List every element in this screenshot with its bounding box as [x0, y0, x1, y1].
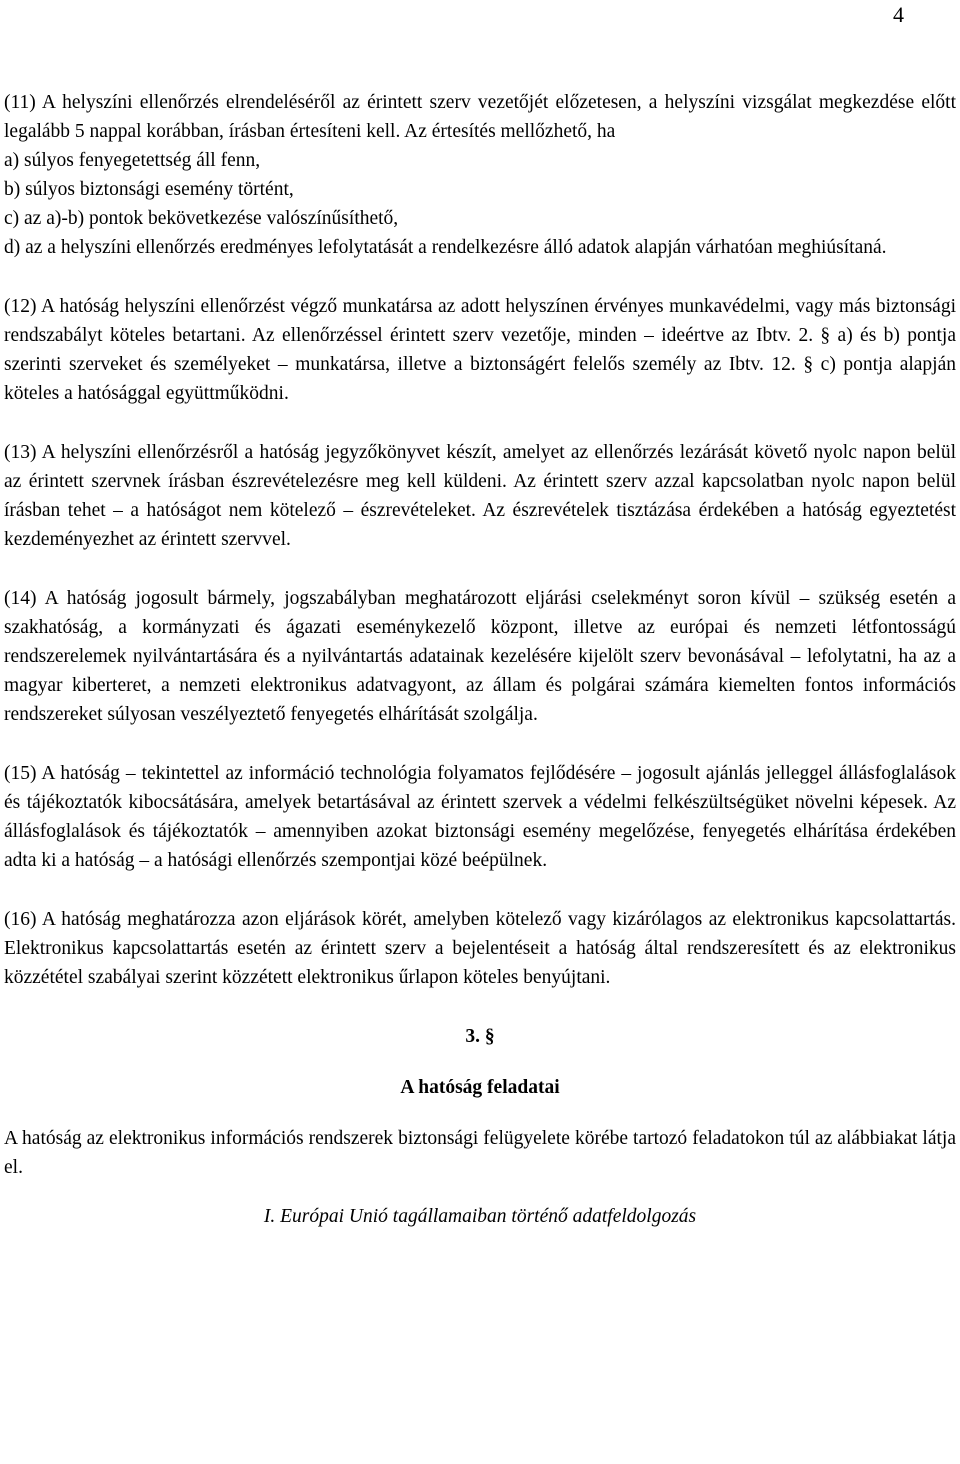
- chapter-heading: I. Európai Unió tagállamaiban történő adatfeldolgozás: [263, 1206, 697, 1227]
- document-body: [4, 88, 956, 1231]
- section-number: 3. §: [465, 1026, 495, 1047]
- paragraph-12: (12) A hatóság helyszíni ellenőrzést végző munkatársa az adott helyszínen érvényes munkavédelmi, vagy más biztonsági rendszabályt köteles betartani. Az ellenőrzéssel érintett szerv vezetője, minden – ideértve az Ibtv. 2. § a) és b) pontja szerinti szerveket és személyeket – munkatársa, illetve a biztonságért felelős személy az Ibtv. 12. § c) pontja alapján köteles a hatósággal együttműködni.: [4, 296, 956, 404]
- list-item-a: a) súlyos fenyegetettség áll fenn,: [4, 150, 261, 171]
- paragraph-13: (13) A helyszíni ellenőrzésről a hatóság jegyzőkönyvet készít, amelyet az ellenőrzés lezárását követő nyolc napon belül az érintett szervnek írásban észrevételezésre meg kell küldeni. Az érintett szerv azzal kapcsolatban nyolc napon belül írásban tehet – a hatóságot nem kötelező – észrevételeket. Az észrevételek tisztázása érdekében a hatóság egyeztetést kezdeményezhet az érintett szervvel.: [4, 442, 956, 550]
- section-title: A hatóság feladatai: [400, 1077, 560, 1098]
- paragraph-15: (15) A hatóság – tekintettel az információ technológia folyamatos fejlődésére – jogosult ajánlás jelleggel állásfoglalások és tájékoztatók kibocsátására, amelyek betartásával az érintett szervek a védelmi felkészültségüket növelni képesek. Az állásfoglalások és tájékoztatók – amennyiben azokat biztonsági esemény megelőzése, fenyegetés elhárítása érdekében adta ki a hatóság – a hatósági ellenőrzés szempontjai közé beépülnek.: [4, 763, 956, 871]
- paragraph-14: (14) A hatóság jogosult bármely, jogszabályban meghatározott eljárási cselekményt soron kívül – szükség esetén a szakhatóság, a kormányzati és ágazati eseménykezelő központ, illetve az európai és nemzeti létfontosságú rendszerelemek nyilvántartására és a nyilvántartás adatainak kezelésére kijelölt szerv bevonásával – lefolytatni, ha az a magyar kiberteret, a nemzeti elektronikus adatvagyont, az állam és polgárai számára kiemelten fontos információs rendszereket súlyosan veszélyeztető fenyegetés elhárítását szolgálja.: [4, 588, 956, 725]
- page-number: 4: [893, 2, 904, 27]
- section-intro: A hatóság az elektronikus információs rendszerek biztonsági felügyelete körébe tartozó feladatokon túl az alábbiakat látja el.: [4, 1128, 956, 1178]
- list-item-c: c) az a)-b) pontok bekövetkezése valószínűsíthető,: [4, 208, 399, 229]
- paragraph-16: (16) A hatóság meghatározza azon eljárások körét, amelyben kötelező vagy kizárólagos az elektronikus kapcsolattartás. Elektronikus kapcsolattartás esetén az érintett szerv a bejelentéseit a hatóság által rendszeresített és az elektronikus közzététel szabályai szerint közzétett elektronikus űrlapon köteles benyújtani.: [4, 909, 956, 988]
- paragraph-11-text: (11) A helyszíni ellenőrzés elrendeléséről az érintett szerv vezetőjét előzetesen, a helyszíni vizsgálat megkezdése előtt legalább 5 nappal korábban, írásban értesíteni kell. Az értesítés mellőzhető, ha: [4, 92, 956, 142]
- list-item-b: b) súlyos biztonsági esemény történt,: [4, 179, 294, 200]
- list-item-d: d) az a helyszíni ellenőrzés eredményes lefolytatását a rendelkezésre álló adatok alapján várhatóan meghiúsítaná.: [4, 237, 887, 258]
- paragraph-11: [4, 88, 956, 262]
